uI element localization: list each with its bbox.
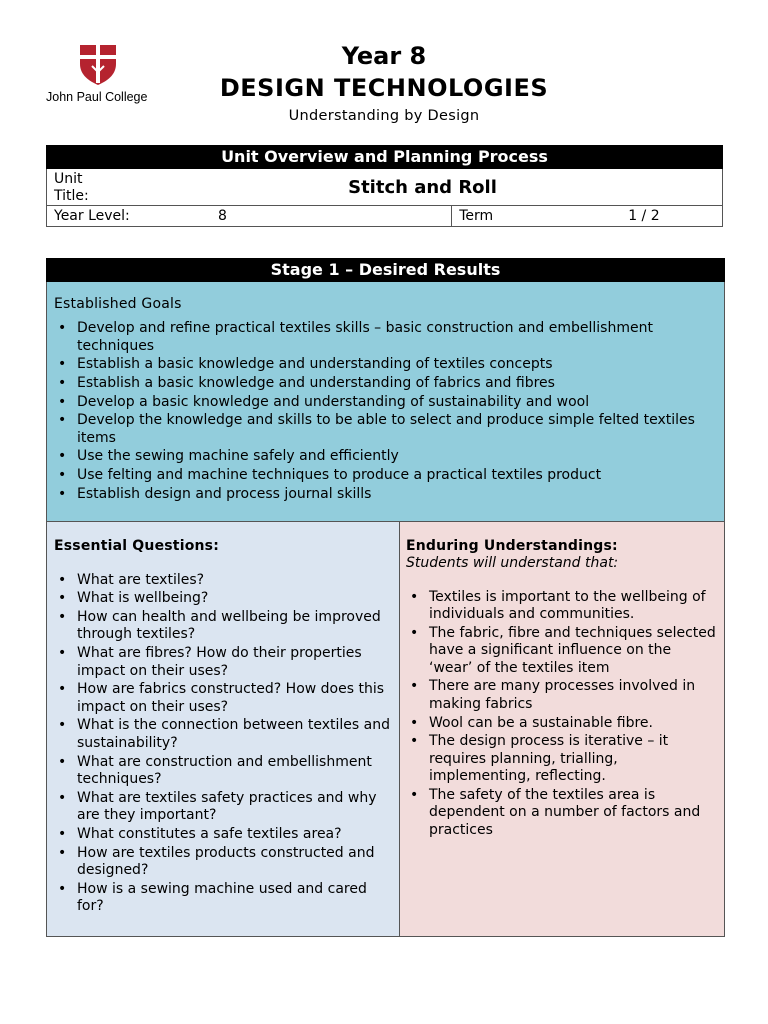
enduring-understandings-cell xyxy=(400,521,725,936)
list-item: • Use the sewing machine safely and efficiently xyxy=(54,448,717,466)
list-item: • How can health and wellbeing be improved through textiles? xyxy=(54,609,393,644)
unit-overview-table xyxy=(46,145,723,227)
list-item: • The design process is iterative – it requires planning, trialling, implementing, reflecting. xyxy=(406,733,718,786)
list-item: • Textiles is important to the wellbeing of individuals and communities. xyxy=(406,589,718,624)
stage1-table xyxy=(46,258,725,937)
list-item: • The safety of the textiles area is dependent on a number of factors and practices xyxy=(406,787,718,840)
essential-questions-cell xyxy=(47,521,400,936)
understandings-list xyxy=(406,589,718,840)
questions-list xyxy=(54,572,393,916)
list-item: • Develop and refine practical textiles skills – basic construction and embellishment techniques xyxy=(54,320,717,355)
list-item: • What constitutes a safe textiles area? xyxy=(54,826,393,844)
goals-heading: Established Goals xyxy=(54,296,182,312)
unit-title-label: Unit Title: xyxy=(47,169,124,206)
page-year: Year 8 xyxy=(341,42,427,70)
list-item: • Establish a basic knowledge and understanding of textiles concepts xyxy=(54,356,717,374)
eq-heading: Essential Questions: xyxy=(54,537,220,554)
page-title: DESIGN TECHNOLOGIES xyxy=(219,74,549,102)
goals-list xyxy=(54,320,717,503)
page-subtitle: Understanding by Design xyxy=(288,108,480,124)
unit-title: Stitch and Roll xyxy=(123,169,723,206)
list-item: • Wool can be a sustainable fibre. xyxy=(406,715,718,733)
list-item: • Develop the knowledge and skills to be able to select and produce simple felted textiles items xyxy=(54,412,717,447)
logo-text: John Paul College xyxy=(46,90,148,104)
list-item: • How are fabrics constructed? How does this impact on their uses? xyxy=(54,681,393,716)
term-label: Term xyxy=(459,208,494,224)
term-value: 1 / 2 xyxy=(628,208,660,224)
stage1-bar: Stage 1 – Desired Results xyxy=(47,259,725,282)
list-item: • What are construction and embellishment techniques? xyxy=(54,754,393,789)
list-item: • How are textiles products constructed and designed? xyxy=(54,845,393,880)
list-item: • There are many processes involved in making fabrics xyxy=(406,678,718,713)
year-level-cell xyxy=(47,206,452,227)
list-item: • Develop a basic knowledge and understanding of sustainability and wool xyxy=(54,394,717,412)
list-item: • How is a sewing machine used and cared for? xyxy=(54,881,393,916)
year-level-value: 8 xyxy=(218,208,227,224)
list-item: • The fabric, fibre and techniques selected have a significant influence on the ‘wear’ of the textiles item xyxy=(406,625,718,678)
list-item: • Establish design and process journal skills xyxy=(54,486,717,504)
established-goals-cell xyxy=(47,282,725,522)
list-item: • Use felting and machine techniques to produce a practical textiles product xyxy=(54,467,717,485)
list-item: • What is the connection between textiles and sustainability? xyxy=(54,717,393,752)
term-cell xyxy=(452,206,723,227)
list-item: • Establish a basic knowledge and understanding of fabrics and fibres xyxy=(54,375,717,393)
list-item: • What is wellbeing? xyxy=(54,590,393,608)
list-item: • What are fibres? How do their properties impact on their uses? xyxy=(54,645,393,680)
overview-bar: Unit Overview and Planning Process xyxy=(47,146,723,169)
eu-subheading: Students will understand that: xyxy=(406,554,619,571)
year-level-label: Year Level: xyxy=(54,208,130,224)
eu-heading: Enduring Understandings: xyxy=(406,537,618,554)
list-item: • What are textiles safety practices and why are they important? xyxy=(54,790,393,825)
list-item: • What are textiles? xyxy=(54,572,393,590)
